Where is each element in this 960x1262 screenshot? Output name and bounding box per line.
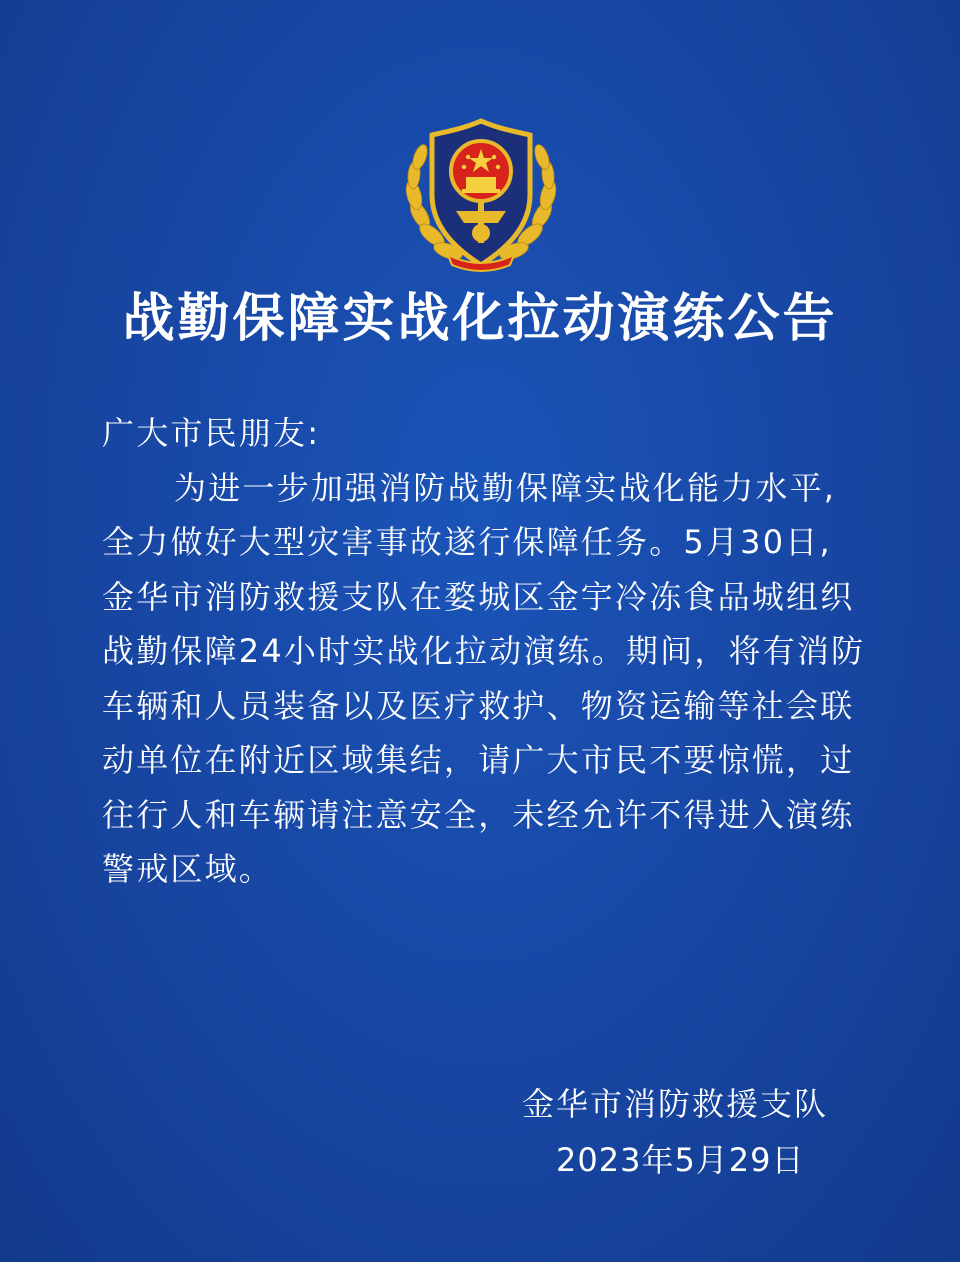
body-line: 为进一步加强消防战勤保障实战化能力水平, — [174, 468, 837, 507]
notice-body — [102, 406, 892, 897]
body-line: 往行人和车辆请注意安全，未经允许不得进入演练 — [102, 795, 855, 834]
fire-rescue-emblem-icon — [398, 115, 564, 275]
signature-date: 2023年5月29日 — [556, 1141, 805, 1179]
signature-organization: 金华市消防救援支队 — [522, 1085, 829, 1123]
body-line: 车辆和人员装备以及医疗救护、物资运输等社会联 — [102, 686, 855, 725]
body-line: 全力做好大型灾害事故遂行保障任务。5月30日, — [102, 523, 832, 561]
body-line: 金华市消防救援支队在婺城区金宇冷冻食品城组织 — [102, 577, 855, 616]
salutation: 广大市民朋友: — [102, 414, 321, 452]
body-line: 警戒区域。 — [102, 850, 274, 888]
body-line: 动单位在附近区域集结，请广大市民不要惊慌，过 — [102, 741, 855, 779]
body-line: 战勤保障24小时实战化拉动演练。期间，将有消防 — [102, 632, 866, 670]
page-title: 战勤保障实战化拉动演练公告 — [122, 289, 838, 349]
body-paragraph — [102, 461, 892, 897]
